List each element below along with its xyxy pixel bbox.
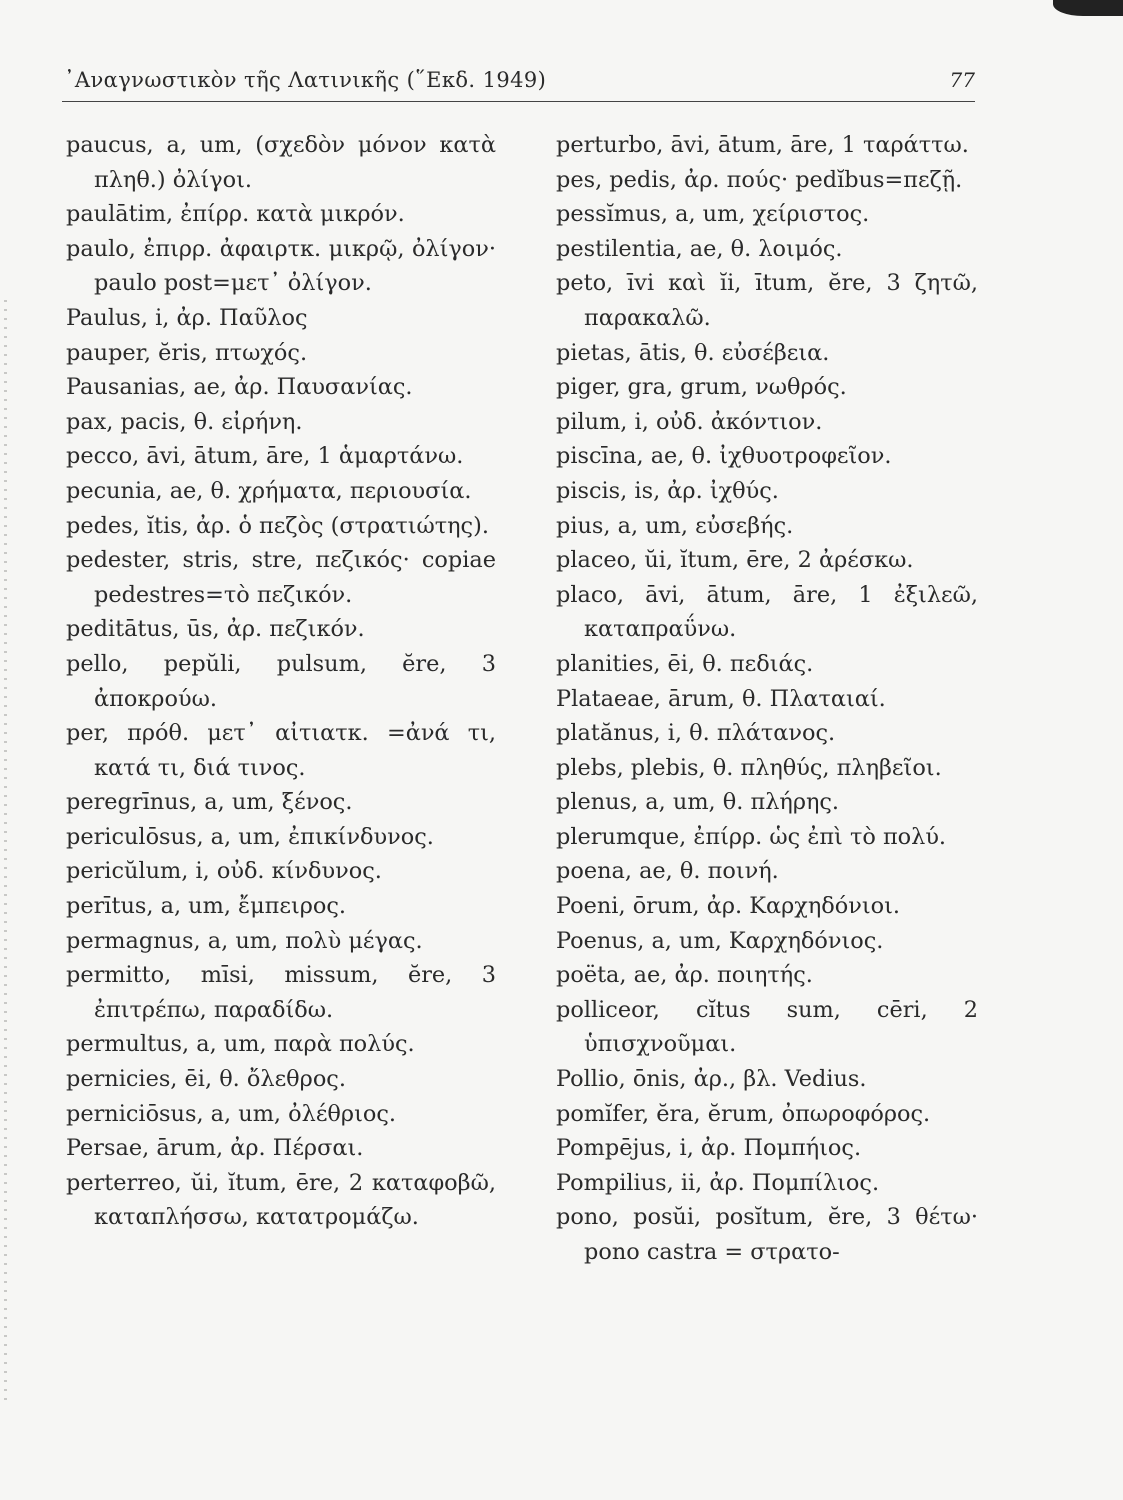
dictionary-entry: polliceor, cĭtus sum, cēri, 2 ὑπισχνοῦμαι.: [556, 996, 978, 1058]
dictionary-entry: perītus, a, um, ἔμπειρος.: [66, 893, 347, 920]
dictionary-entry: placeo, ŭi, ĭtum, ēre, 2 ἀρέσκω.: [556, 547, 914, 574]
dictionary-entry: plenus, a, um, θ. πλήρης.: [556, 789, 840, 816]
dictionary-entry: pax, pacis, θ. εἰρήνη.: [66, 408, 303, 435]
dictionary-entry: pessĭmus, a, um, χείριστος.: [556, 201, 870, 228]
dictionary-entry: Pollio, ōnis, ἀρ., βλ. Vedius.: [556, 1066, 867, 1093]
dictionary-entry: pedester, stris, stre, πεζικός· copiae pedestres=τὸ πεζικόν.: [66, 547, 496, 608]
dictionary-entry: peregrīnus, a, um, ξένος.: [66, 789, 353, 816]
dictionary-entry: pilum, i, οὐδ. ἀκόντιον.: [556, 408, 823, 435]
dictionary-entry: pes, pedis, ἀρ. πούς· pedĭbus=πεζῇ.: [556, 166, 963, 193]
dictionary-entry: Pausanias, ae, ἀρ. Παυσανίας.: [66, 374, 413, 401]
dictionary-entry: pecco, āvi, ātum, āre, 1 ἁμαρτάνω.: [66, 443, 464, 470]
dictionary-entry: pello, pepŭli, pulsum, ĕre, 3 ἀποκρούω.: [66, 650, 496, 712]
book-title: ᾿Αναγνωστικὸν τῆς Λατινικῆς (῞Εκδ. 1949): [64, 68, 547, 92]
dictionary-entry: plerumque, ἐπίρρ. ὡς ἐπὶ τὸ πολύ.: [556, 823, 947, 850]
dictionary-entry: permitto, mīsi, missum, ĕre, 3 ἐπιτρέπω, παραδίδω.: [66, 962, 496, 1023]
left-column: [66, 128, 496, 1235]
dictionary-entry: poena, ae, θ. ποινή.: [556, 858, 779, 885]
dictionary-entry: permagnus, a, um, πολὺ μέγας.: [66, 927, 423, 954]
dictionary-entry: Paulus, i, ἀρ. Παῦλος: [66, 304, 308, 331]
dictionary-entry: per, πρόθ. μετ᾿ αἰτιατκ. =ἀνά τι, κατά τι, διά τινος.: [66, 720, 496, 781]
dictionary-entry: pedes, ĭtis, ἀρ. ὁ πεζὸς (στρατιώτης).: [66, 512, 489, 539]
dictionary-entry: pestilentia, ae, θ. λοιμός.: [556, 235, 843, 262]
dictionary-entry: pernicies, ēi, θ. ὄλεθρος.: [66, 1066, 346, 1093]
dictionary-entry: pericŭlum, i, οὐδ. κίνδυνος.: [66, 858, 382, 885]
dictionary-entry: Pompējus, i, ἀρ. Πομπήιος.: [556, 1135, 862, 1162]
ink-blot: [1053, 0, 1123, 16]
dictionary-entry: pauper, ĕris, πτωχός.: [66, 339, 308, 366]
page-number: 77: [949, 68, 975, 92]
dictionary-entry: piscis, is, ἀρ. ἰχθύς.: [556, 477, 779, 504]
dictionary-entry: permultus, a, um, παρὰ πολύς.: [66, 1031, 415, 1058]
dictionary-entry: piscīna, ae, θ. ἰχθυοτροφεῖον.: [556, 443, 892, 470]
dictionary-entry: perterreo, ŭi, ĭtum, ēre, 2 καταφοβῶ, καταπλήσσω, κατατρομάζω.: [66, 1169, 496, 1231]
dictionary-entry: paulātim, ἐπίρρ. κατὰ μικρόν.: [66, 201, 405, 228]
dictionary-entry: perniciōsus, a, um, ὀλέθριος.: [66, 1100, 396, 1127]
dictionary-entry: planities, ēi, θ. πεδιάς.: [556, 650, 814, 677]
right-column: [556, 128, 978, 1270]
dictionary-entry: platănus, i, θ. πλάτανος.: [556, 720, 836, 747]
dictionary-entry: peto, īvi καὶ ĭi, ītum, ĕre, 3 ζητῶ, παρακαλῶ.: [556, 270, 978, 331]
dictionary-entry: perturbo, āvi, ātum, āre, 1 ταράττω.: [556, 132, 969, 158]
dictionary-entry: Poeni, ōrum, ἀρ. Καρχηδόνιοι.: [556, 893, 901, 920]
dictionary-entry: pietas, ātis, θ. εὐσέβεια.: [556, 339, 830, 366]
header-rule: [62, 101, 975, 102]
dictionary-entry: Plataeae, ārum, θ. Πλαταιαί.: [556, 685, 886, 712]
scan-margin-artifact: [4, 300, 7, 1400]
dictionary-entry: Persae, ārum, ἀρ. Πέρσαι.: [66, 1135, 364, 1162]
dictionary-entry: paulo, ἐπιρρ. ἀφαιρτκ. μικρῷ, ὀλίγον· paulo post=μετ᾿ ὀλίγον.: [66, 235, 496, 297]
dictionary-entry: Poenus, a, um, Καρχηδόνιος.: [556, 927, 884, 954]
dictionary-entry: pecunia, ae, θ. χρήματα, περιουσία.: [66, 477, 472, 504]
dictionary-entry: placo, āvi, ātum, āre, 1 ἐξιλεῶ, καταπραΰνω.: [556, 581, 978, 643]
dictionary-entry: plebs, plebis, θ. πληθύς, πληβεῖοι.: [556, 754, 942, 781]
dictionary-entry: pomĭfer, ĕra, ĕrum, ὀπωροφόρος.: [556, 1100, 931, 1127]
dictionary-entry: pono, posŭi, posĭtum, ĕre, 3 θέτω· pono castra = στρατο-: [556, 1204, 978, 1265]
dictionary-entry: paucus, a, um, (σχεδὸν μόνον κατὰ πληθ.) ὀλίγοι.: [66, 132, 496, 193]
running-header: [62, 68, 975, 102]
dictionary-entry: periculōsus, a, um, ἐπικίνδυνος.: [66, 823, 434, 850]
dictionary-entry: piger, gra, grum, νωθρός.: [556, 374, 847, 401]
dictionary-entry: Pompilius, ii, ἀρ. Πομπίλιος.: [556, 1169, 880, 1196]
dictionary-entry: poëta, ae, ἀρ. ποιητής.: [556, 962, 813, 989]
dictionary-entry: pius, a, um, εὐσεβής.: [556, 512, 794, 539]
dictionary-entry: peditātus, ūs, ἀρ. πεζικόν.: [66, 616, 365, 643]
